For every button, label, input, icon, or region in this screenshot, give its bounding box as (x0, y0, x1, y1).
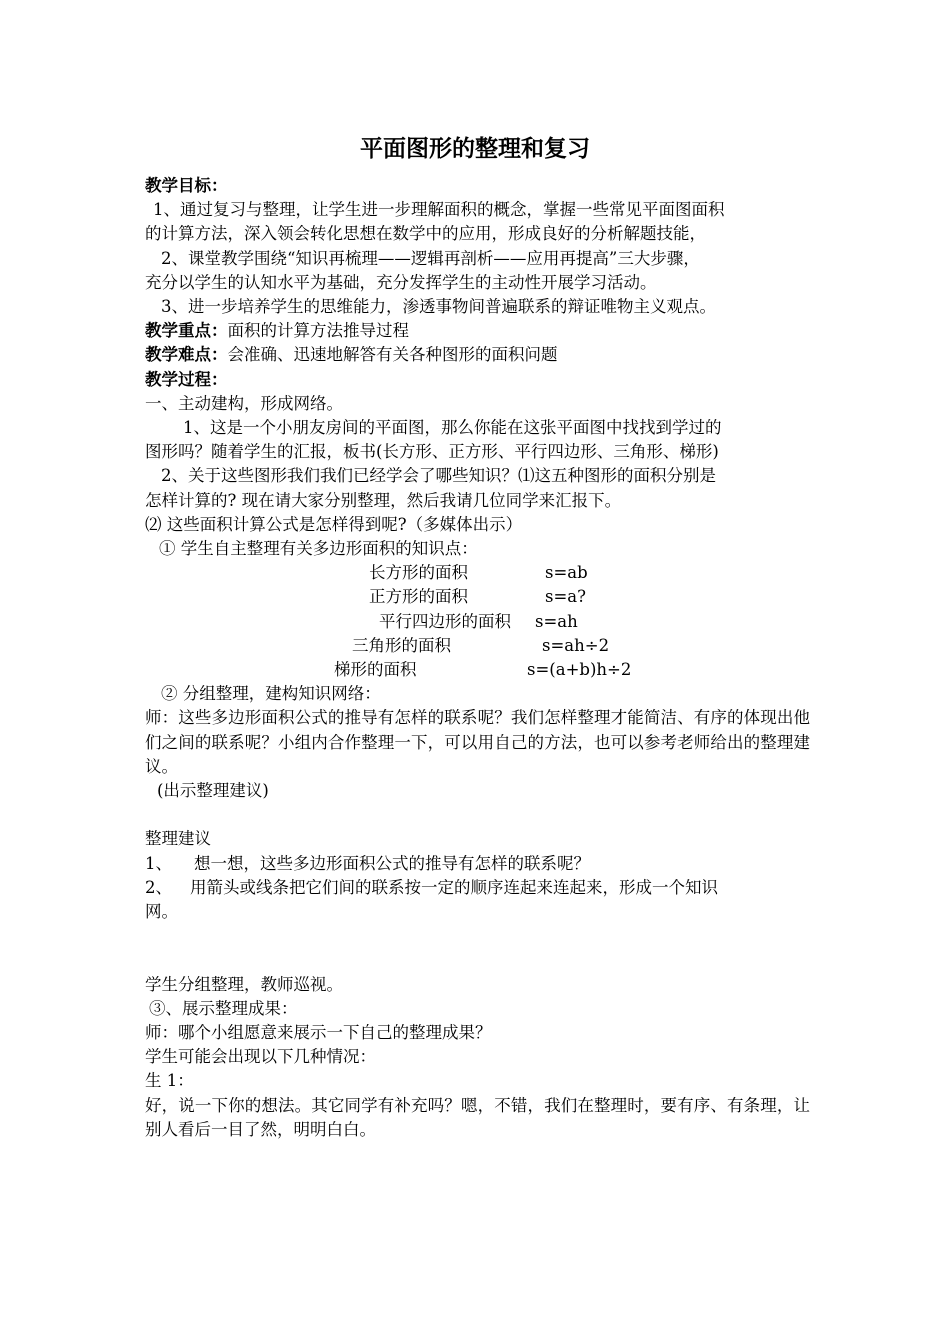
goal-3: 3、进一步培养学生的思维能力，渗透事物间普遍联系的辩证唯物主义观点。 (161, 297, 716, 317)
formula-expression: s=ah (535, 611, 578, 631)
formula-row-rectangle (145, 561, 810, 585)
goal-2-line-1: 2、课堂教学围绕“知识再梳理——逻辑再剖析——应用再提高”三大步骤， (161, 248, 700, 268)
paragraph-13: 好，说一下你的想法。其它同学有补充吗？嗯，不错，我们在整理时，要有序、有条理，让别人看后一目了然，明明白白。 (145, 1095, 810, 1139)
formula-name: 长方形的面积 (369, 563, 468, 583)
paragraph-12: 生 1： (145, 1071, 194, 1091)
formula-row-square (145, 585, 810, 609)
formula-expression: s=(a+b)h÷2 (527, 660, 632, 679)
paragraph-6: 师：这些多边形面积公式的推导有怎样的联系呢？我们怎样整理才能简洁、有序的体现出他们之间的联系呢？小组内合作整理一下，可以用自己的方法，也可以参考老师给出的整理建议。 (145, 708, 810, 776)
paragraph-1-line-1: 1、这是一个小朋友房间的平面图，那么你能在这张平面图中找找到学过的 (183, 418, 722, 438)
formula-expression: s=a? (545, 587, 586, 607)
goal-1-line-2: 的计算方法，深入领会转化思想在数学中的应用，形成良好的分析解题技能， (145, 224, 706, 244)
section-1-heading: 一、主动建构，形成网络。 (145, 393, 343, 413)
spacer (145, 948, 810, 972)
suggestion-heading: 整理建议 (145, 829, 211, 849)
difficulty-label: 教学难点： (145, 345, 228, 365)
spacer (145, 803, 810, 827)
paragraph-4: ① 学生自主整理有关多边形面积的知识点： (159, 539, 478, 559)
paragraph-2-line-1: 2、关于这些图形我们我们已经学会了哪些知识？⑴这五种图形的面积分别是 (161, 466, 716, 486)
formula-row-triangle (145, 634, 810, 658)
page-title: 平面图形的整理和复习 (360, 135, 590, 162)
paragraph-11: 学生可能会出现以下几种情况： (145, 1047, 376, 1067)
paragraph-5: ② 分组整理，建构知识网络： (161, 684, 381, 704)
paragraph-10: 师：哪个小组愿意来展示一下自己的整理成果？ (145, 1022, 492, 1042)
spacer (145, 924, 810, 948)
paragraph-3: ⑵ 这些面积计算公式是怎样得到呢?（多媒体出示） (145, 514, 523, 534)
formula-row-parallelogram (145, 610, 810, 634)
formula-name: 梯形的面积 (334, 660, 417, 679)
document-body (145, 174, 810, 1142)
key-point-label: 教学重点： (145, 321, 228, 341)
suggestion-2-number: 2、 (145, 877, 172, 897)
suggestion-2-continued: 网。 (145, 902, 178, 921)
suggestion-2 (145, 876, 810, 900)
suggestion-1 (145, 852, 810, 876)
paragraph-7: (出示整理建议) (157, 781, 269, 800)
difficulty-text: 会准确、迅速地解答有关各种图形的面积问题 (227, 345, 558, 365)
key-point-text: 面积的计算方法推导过程 (227, 321, 409, 341)
goal-2-line-2: 充分以学生的认知水平为基础，充分发挥学生的主动性开展学习活动。 (145, 272, 657, 292)
paragraph-8: 学生分组整理，教师巡视。 (145, 974, 343, 994)
formula-row-trapezoid (145, 658, 810, 682)
paragraph-2-line-2: 怎样计算的? 现在请大家分别整理，然后我请几位同学来汇报下。 (145, 490, 622, 510)
suggestion-1-number: 1、 (145, 853, 172, 873)
paragraph-1-line-2: 图形吗？随着学生的汇报，板书(长方形、正方形、平行四边形、三角形、梯形) (145, 442, 719, 462)
formula-name: 平行四边形的面积 (379, 611, 511, 631)
suggestion-2-text: 用箭头或线条把它们间的联系按一定的顺序连起来连起来，形成一个知识 (190, 877, 718, 897)
formula-name: 三角形的面积 (352, 635, 451, 655)
goals-heading: 教学目标： (145, 176, 228, 195)
formula-name: 正方形的面积 (369, 587, 468, 607)
suggestion-1-text: 想一想，这些多边形面积公式的推导有怎样的联系呢？ (194, 853, 590, 873)
goal-1-line-1: 1、通过复习与整理，让学生进一步理解面积的概念，掌握一些常见平面图面积 (153, 200, 725, 220)
paragraph-9: ③、展示整理成果： (149, 998, 298, 1018)
difficulty-point (145, 343, 810, 367)
formula-expression: s=ah÷2 (542, 635, 610, 655)
process-heading: 教学过程： (145, 369, 228, 389)
formula-expression: s=ab (545, 563, 588, 583)
key-point (145, 319, 810, 343)
